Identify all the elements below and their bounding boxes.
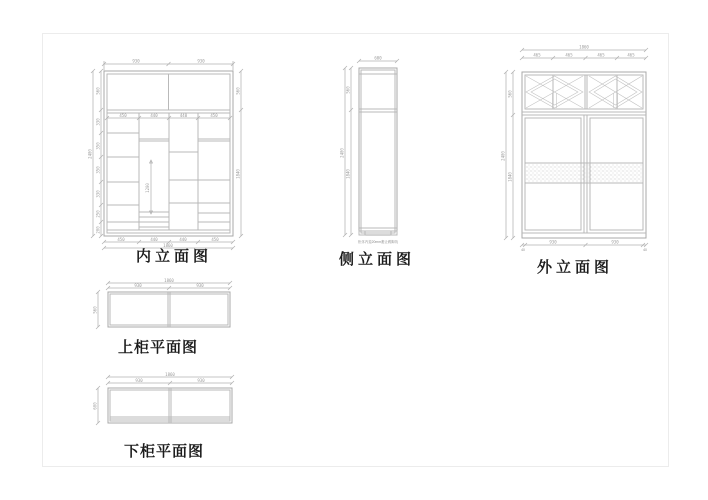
dim-text: 40 (521, 248, 525, 252)
label-upper-cabinet-plan: 上柜平面图 (117, 339, 199, 356)
dim-text: 2400 (500, 151, 506, 161)
top-cabinet-door-decor (526, 76, 642, 108)
dim-text: 1840 (345, 169, 351, 179)
dim-text: 440 (150, 237, 158, 242)
dim-text: 930 (132, 58, 140, 64)
dim-text: 2400 (87, 149, 93, 159)
dim-text: 330 (95, 190, 101, 198)
dim-text: 40 (643, 248, 647, 252)
side-elevation-note: 柜体内退20mm避让踢脚线 (358, 240, 398, 244)
dim-text: 250 (95, 210, 101, 218)
dim-text: 465 (565, 52, 573, 58)
label-interior-elevation: 内立面图 (135, 248, 213, 265)
side-left-dims (340, 66, 354, 237)
label-lower-cabinet-plan: 下柜平面图 (123, 443, 205, 460)
lower-plan-top-dims (106, 372, 234, 385)
dim-text: 450 (119, 113, 127, 118)
dim-text: 560 (92, 306, 98, 314)
dim-text: 930 (135, 378, 143, 383)
dim-text: 465 (597, 52, 605, 58)
dim-text: 560 (507, 90, 513, 98)
dim-text: 1860 (579, 44, 589, 50)
dim-text: 440 (179, 237, 187, 242)
dim-text: 465 (533, 52, 541, 58)
dim-text: 440 (150, 113, 158, 118)
dim-text: 560 (95, 87, 101, 95)
dim-text: 2400 (339, 148, 345, 158)
dim-text: 200 (95, 226, 101, 234)
dim-text: 930 (197, 378, 205, 383)
dim-text: 1860 (165, 372, 175, 377)
exterior-bottom-dims (520, 240, 648, 253)
exterior-elevation-drawing (498, 38, 670, 273)
lower-plan-frame (108, 388, 232, 423)
dim-text: 930 (549, 239, 557, 245)
upper-plan-top-dims (106, 278, 232, 290)
label-side-elevation: 侧立面图 (338, 251, 416, 268)
exterior-top-dims (520, 45, 648, 61)
dim-text: 1840 (507, 172, 513, 182)
dim-text: 560 (345, 86, 351, 94)
interior-shelves (107, 133, 230, 227)
label-exterior-elevation: 外立面图 (536, 259, 614, 276)
dim-text: 560 (235, 87, 241, 95)
dim-text: 330 (95, 118, 101, 126)
interior-top-dims (102, 59, 235, 72)
lower-plan-left-dim (93, 386, 101, 425)
dim-text: 1840 (235, 169, 241, 179)
dim-text: 465 (627, 52, 635, 58)
sliding-doors (522, 115, 646, 233)
interior-left-dims (88, 69, 104, 238)
interior-elevation-drawing (85, 52, 247, 252)
dim-text: 450 (210, 113, 218, 118)
side-elevation-drawing (340, 52, 420, 252)
dim-text: 930 (196, 283, 204, 288)
upper-plan-frame (108, 292, 230, 327)
side-frame (359, 68, 397, 235)
dim-text: 1860 (163, 243, 173, 248)
interior-shelf-row-dims (105, 113, 232, 120)
side-top-dim (357, 56, 399, 64)
interior-frame (104, 71, 233, 236)
upper-plan-left-dim (93, 290, 101, 329)
dim-text: 350 (95, 166, 101, 174)
interior-hang-dimension (145, 160, 153, 214)
dim-text: 440 (179, 113, 188, 118)
frosted-band (525, 163, 643, 183)
dim-text: 600 (92, 402, 98, 410)
dim-hang-height: 1200 (145, 183, 150, 193)
dim-text: 450 (117, 237, 125, 242)
exterior-left-dims (501, 70, 516, 240)
dim-text: 350 (95, 142, 101, 150)
interior-right-dims (236, 69, 244, 238)
dim-text: 1860 (164, 278, 174, 283)
dim-text: 600 (374, 55, 382, 61)
dim-text: 450 (211, 237, 219, 242)
dim-text: 930 (134, 283, 142, 288)
dim-text: 930 (197, 58, 205, 64)
dim-text: 930 (611, 239, 619, 245)
